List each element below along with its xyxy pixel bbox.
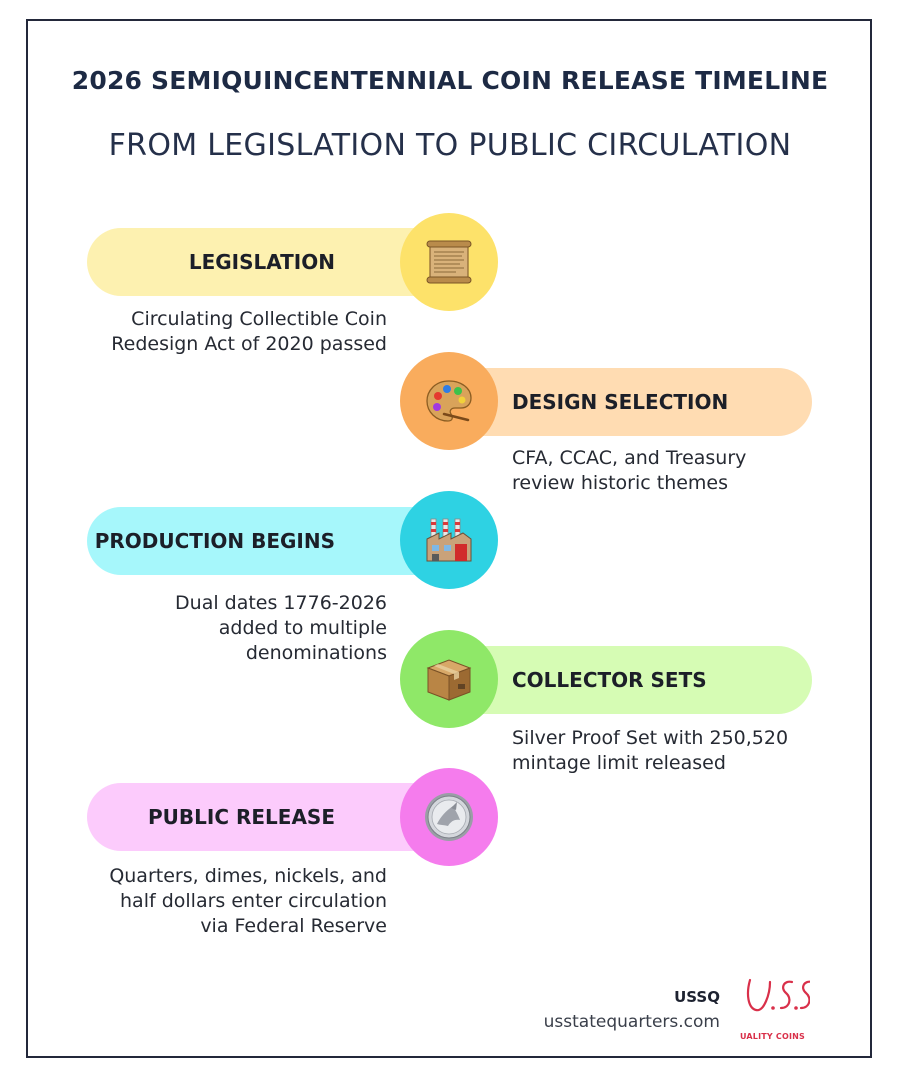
step-legislation-pill: [87, 228, 447, 296]
palette-icon: [422, 374, 476, 428]
page-title: 2026 SEMIQUINCENTENNIAL COIN RELEASE TIMELINE: [71, 66, 829, 95]
step-production-pill: [87, 507, 447, 575]
logo-tagline: UALITY COINS: [739, 1032, 805, 1041]
step-production-label: PRODUCTION BEGINS: [94, 529, 335, 553]
step-production-description: Dual dates 1776-2026 added to multiple denominations: [175, 592, 387, 664]
step-collector-description: Silver Proof Set with 250,520 mintage limit released: [512, 727, 789, 774]
step-legislation-description: Circulating Collectible Coin Redesign Act of 2020 passed: [111, 308, 387, 355]
coin-icon: [422, 790, 476, 844]
footer-brand-name: USSQ: [674, 988, 720, 1006]
step-collector-badge: [400, 630, 498, 728]
footer-website-link[interactable]: usstatequarters.com: [543, 1012, 720, 1032]
scroll-icon: [422, 235, 476, 289]
step-release-pill: [87, 783, 447, 851]
step-release-badge: [400, 768, 498, 866]
step-production-badge: [400, 491, 498, 589]
step-release-description: Quarters, dimes, nickels, and half dollars enter circulation via Federal Reserve: [109, 865, 387, 937]
step-legislation-label: LEGISLATION: [188, 250, 335, 274]
package-icon: [422, 652, 476, 706]
step-collector-label: COLLECTOR SETS: [512, 668, 707, 692]
step-release-label: PUBLIC RELEASE: [148, 805, 335, 829]
step-design-label: DESIGN SELECTION: [512, 390, 729, 414]
step-collector-pill: [450, 646, 812, 714]
step-design-description: CFA, CCAC, and Treasury review historic themes: [512, 447, 747, 494]
step-design-pill: [450, 368, 812, 436]
page-subtitle: FROM LEGISLATION TO PUBLIC CIRCULATION: [108, 128, 792, 163]
step-legislation-badge: [400, 213, 498, 311]
step-design-badge: [400, 352, 498, 450]
factory-icon: [422, 513, 476, 567]
